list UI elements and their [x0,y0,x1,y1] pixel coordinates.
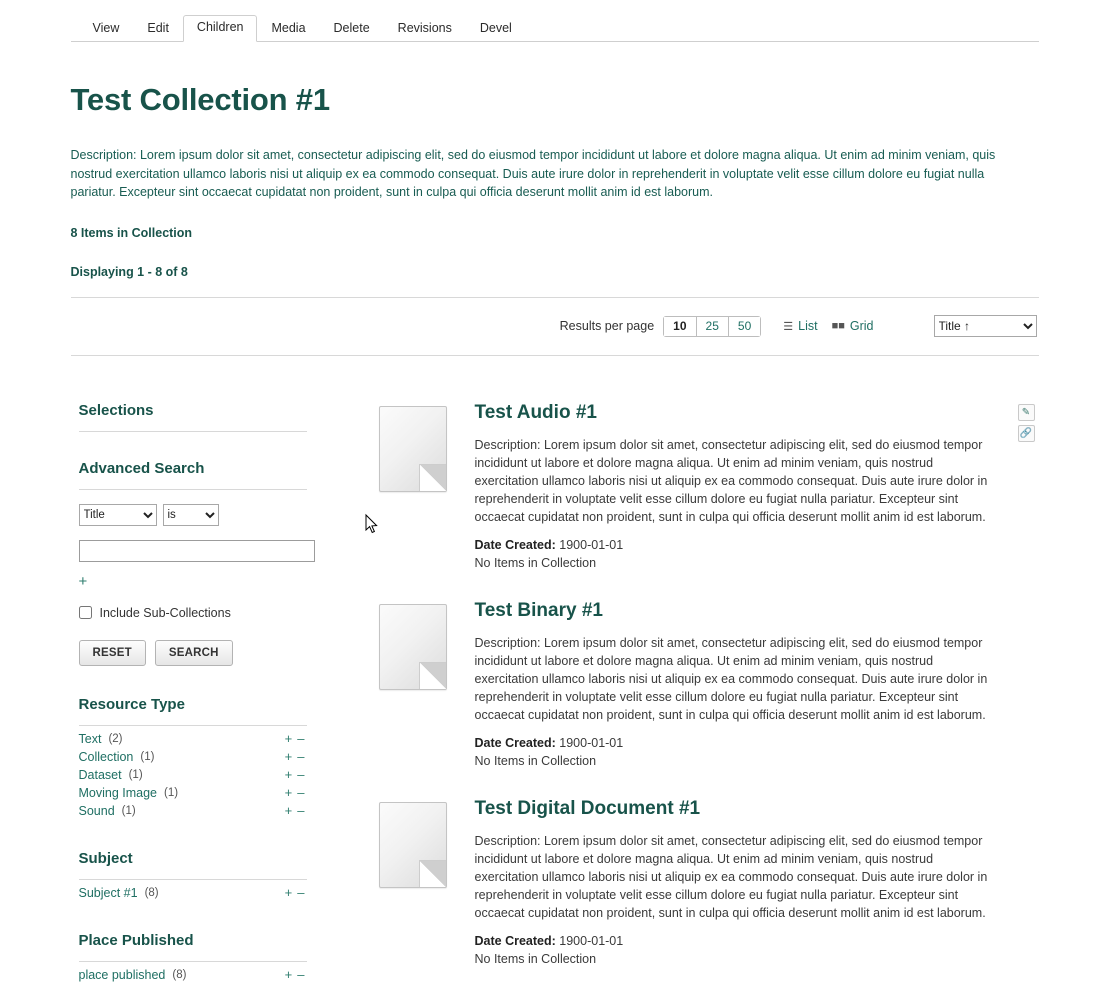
facet-controls [284,748,305,764]
facet-label[interactable]: place published [78,967,166,982]
view-grid-label: Grid [849,319,874,333]
results-list [307,402,1039,996]
edit-pencil-icon[interactable]: ✎ [1018,404,1035,421]
facet-include-icon[interactable]: + [284,884,293,900]
add-search-row-button[interactable]: + [78,572,88,590]
facet-include-icon[interactable]: + [284,766,293,782]
facet-label[interactable]: Subject #1 [78,885,138,900]
facet-exclude-icon[interactable]: – [297,766,305,782]
tab-delete[interactable]: Delete [333,21,370,35]
grid-icon: ■■ [831,320,845,332]
page-title: Test Collection #1 [70,82,330,117]
facet-include-icon[interactable]: + [284,784,293,800]
place-published-heading: Place Published [79,932,307,962]
per-page-25[interactable]: 25 [697,317,729,336]
result-body [475,798,1035,966]
document-thumbnail-icon[interactable] [379,604,447,690]
tab-view[interactable]: View [92,21,120,35]
facet-exclude-icon[interactable]: – [297,784,305,800]
result-date-value: 1900-01-01 [559,735,624,750]
reset-button[interactable]: RESET [79,640,146,666]
result-no-items: No Items in Collection [474,951,597,966]
result-date-label: Date Created: [474,933,556,948]
view-grid-button[interactable] [832,319,874,333]
result-date [475,538,995,552]
facet-controls [284,766,305,782]
subject-facets [79,880,307,902]
result-item [379,402,1035,570]
result-body [475,600,1035,768]
tab-media[interactable]: Media [271,21,306,35]
facet-controls [284,784,305,800]
facet-controls [284,966,305,982]
result-description: Description: Lorem ipsum dolor sit amet, consectetur adipiscing elit, sed do eiusmod tempor incididunt ut labore et dolore magna aliqua. Ut enim ad minim veniam, quis nostrud exercitation ullamco laboris nisi ut aliquip ex ea commodo consequat. Duis aute irure dolor in reprehenderit in voluptate velit esse cillum dolore eu fugiat nulla pariatur. Excepteur sint occaecat cupidatat non proident, sunt in culpa qui officia deserunt mollit anim id est laborum. [474,635,988,722]
list-icon: ☰ [783,320,794,333]
selections-heading: Selections [79,402,307,432]
result-body [475,402,1035,570]
facet-count: (1) [128,768,143,781]
facet-count: (2) [108,732,123,745]
displaying-range: Displaying 1 - 8 of 8 [71,265,1039,298]
facet-label[interactable]: Sound [78,803,115,818]
result-date-label: Date Created: [474,735,556,750]
facet-count: (1) [121,804,136,817]
facet-label[interactable]: Moving Image [78,785,158,800]
result-date [475,736,995,750]
resource-type-facets [79,726,307,820]
search-button[interactable]: SEARCH [155,640,233,666]
subject-heading: Subject [79,850,307,880]
include-subcollections-row [79,606,307,620]
sort-select[interactable] [934,315,1037,337]
facet-exclude-icon[interactable]: – [297,802,305,818]
include-subcollections-checkbox[interactable] [79,606,92,619]
sidebar [79,402,307,996]
thumbnail-cell[interactable] [379,600,475,768]
facet-include-icon[interactable]: + [284,802,293,818]
facet-row[interactable] [79,966,307,984]
node-tabs [71,16,1039,42]
view-list-button[interactable] [783,319,817,333]
body-columns [71,356,1039,996]
facet-row[interactable] [79,884,307,902]
per-page-10[interactable]: 10 [664,317,696,336]
facet-include-icon[interactable]: + [284,748,293,764]
document-thumbnail-icon[interactable] [379,802,447,888]
facet-count: (1) [164,786,179,799]
include-subcollections-label: Include Sub-Collections [99,605,231,620]
collection-description: Description: Lorem ipsum dolor sit amet, consectetur adipiscing elit, sed do eiusmod tempor incididunt ut labore et dolore magna aliqua. Ut enim ad minim veniam, quis nostrud exercitation ullamco laboris nisi ut aliquip ex ea commodo consequat. Duis aute irure dolor in reprehenderit in voluptate velit esse cillum dolore eu fugiat nulla pariatur. Excepteur sint occaecat cupidatat non proident, sunt in culpa qui officia deserunt mollit anim id est laborum. [70,148,996,199]
facet-include-icon[interactable]: + [284,966,293,982]
resource-type-heading: Resource Type [79,696,307,726]
facet-controls [284,802,305,818]
result-title-link[interactable]: Test Binary #1 [474,599,603,621]
result-date-value: 1900-01-01 [559,537,624,552]
result-date-label: Date Created: [474,537,556,552]
result-no-items: No Items in Collection [474,555,597,570]
facet-include-icon[interactable]: + [284,730,293,746]
view-list-label: List [798,319,818,333]
advanced-search-input[interactable] [79,540,315,562]
result-date [475,934,995,948]
tab-revisions[interactable]: Revisions [397,21,452,35]
result-description: Description: Lorem ipsum dolor sit amet, consectetur adipiscing elit, sed do eiusmod tempor incididunt ut labore et dolore magna aliqua. Ut enim ad minim veniam, quis nostrud exercitation ullamco laboris nisi ut aliquip ex ea commodo consequat. Duis aute irure dolor in reprehenderit in voluptate velit esse cillum dolore eu fugiat nulla pariatur. Excepteur sint occaecat cupidatat non proident, sunt in culpa qui officia deserunt mollit anim id est laborum. [474,437,988,524]
facet-count: (8) [144,886,159,899]
facet-exclude-icon[interactable]: – [297,730,305,746]
facet-row[interactable] [79,748,307,766]
facet-controls [284,730,305,746]
result-title-link[interactable]: Test Digital Document #1 [474,797,701,819]
content-wrapper [71,0,1039,996]
per-page-50[interactable]: 50 [729,317,760,336]
advanced-search-row [79,490,307,526]
facet-exclude-icon[interactable]: – [297,748,305,764]
results-toolbar [71,298,1039,356]
facet-controls [284,884,305,900]
facet-label[interactable]: Dataset [78,767,122,782]
tab-edit[interactable]: Edit [147,21,169,35]
facet-row[interactable] [79,766,307,784]
results-per-page-label: Results per page [559,319,655,333]
facet-label[interactable]: Collection [78,749,134,764]
items-in-collection: 8 Items in Collection [70,225,193,240]
advanced-search-field-select[interactable] [79,504,157,526]
facet-row[interactable] [79,802,307,820]
tab-devel[interactable]: Devel [479,21,512,35]
tab-children[interactable]: Children [183,15,258,42]
thumbnail-cell[interactable] [379,402,475,570]
result-date-value: 1900-01-01 [559,933,624,948]
result-description: Description: Lorem ipsum dolor sit amet, consectetur adipiscing elit, sed do eiusmod tempor incididunt ut labore et dolore magna aliqua. Ut enim ad minim veniam, quis nostrud exercitation ullamco laboris nisi ut aliquip ex ea commodo consequat. Duis aute irure dolor in reprehenderit in voluptate velit esse cillum dolore eu fugiat nulla pariatur. Excepteur sint occaecat cupidatat non proident, sunt in culpa qui officia deserunt mollit anim id est laborum. [474,833,988,920]
view-toggle [783,319,873,333]
facet-count: (1) [140,750,155,763]
facet-label[interactable]: Text [78,731,102,746]
result-title-link[interactable]: Test Audio #1 [474,401,597,423]
search-buttons [79,640,307,666]
facet-exclude-icon[interactable]: – [297,966,305,982]
results-per-page-group [663,316,761,337]
result-item [379,798,1035,966]
facet-count: (8) [172,968,187,981]
link-chain-icon[interactable]: 🔗 [1018,425,1035,442]
facet-exclude-icon[interactable]: – [297,884,305,900]
facet-row[interactable] [79,730,307,748]
facet-row[interactable] [79,784,307,802]
result-actions [1018,404,1035,442]
result-item [379,600,1035,768]
advanced-search-heading: Advanced Search [79,460,307,490]
result-no-items: No Items in Collection [474,753,597,768]
thumbnail-cell[interactable] [379,798,475,966]
advanced-search-operator-select[interactable] [163,504,219,526]
place-published-facets [79,962,307,984]
document-thumbnail-icon[interactable] [379,406,447,492]
